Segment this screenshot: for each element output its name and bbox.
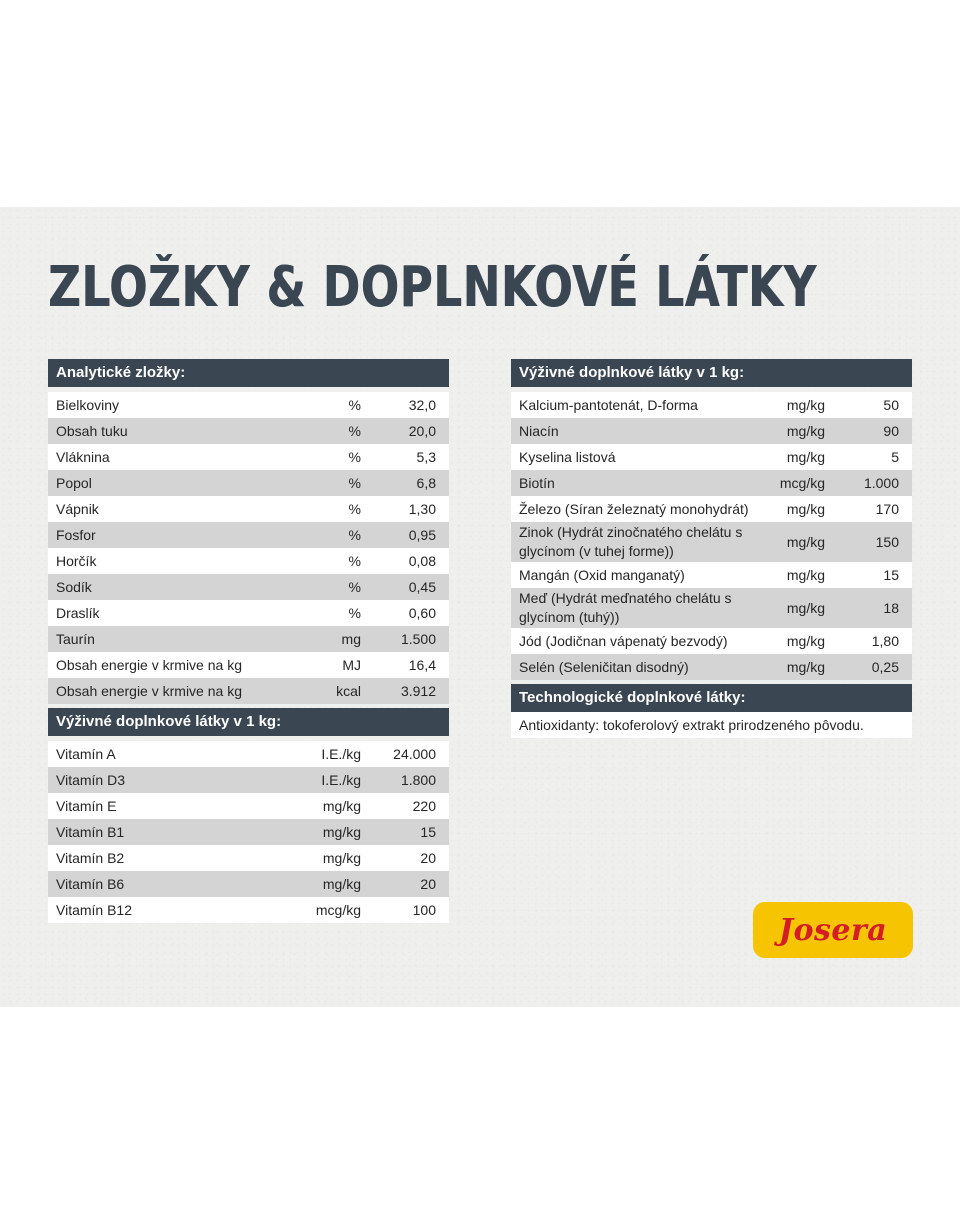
row-value: 15 bbox=[883, 567, 899, 583]
row-unit: mg/kg bbox=[322, 876, 361, 892]
row-unit: mg/kg bbox=[322, 798, 361, 814]
table-row bbox=[48, 600, 449, 626]
table-row bbox=[511, 496, 912, 522]
table-row bbox=[48, 741, 449, 767]
row-value: 1.800 bbox=[400, 772, 436, 788]
row-unit: kcal bbox=[336, 683, 361, 699]
row-value: 1,80 bbox=[871, 633, 899, 649]
row-value: 0,45 bbox=[408, 579, 436, 595]
table-row bbox=[48, 522, 449, 548]
row-value: 170 bbox=[875, 501, 899, 517]
row-unit: % bbox=[348, 501, 361, 517]
analytic-rows bbox=[48, 392, 449, 704]
ingredients-panel bbox=[0, 207, 960, 1007]
minerals-table bbox=[511, 359, 912, 680]
analytic-header: Analytické zložky: bbox=[48, 359, 449, 387]
table-row bbox=[511, 418, 912, 444]
row-name-line1: Meď (Hydrát meďnatého chelátu s bbox=[519, 590, 732, 606]
row-name: Mangán (Oxid manganatý) bbox=[519, 566, 685, 583]
row-value: 16,4 bbox=[408, 657, 436, 673]
row-name: Železo (Síran železnatý monohydrát) bbox=[519, 500, 749, 517]
row-unit: mg/kg bbox=[322, 824, 361, 840]
row-value: 100 bbox=[412, 902, 436, 918]
row-unit: % bbox=[348, 423, 361, 439]
row-value: 220 bbox=[412, 798, 436, 814]
row-value: 20 bbox=[420, 876, 436, 892]
page-title: ZLOŽKY & DOPLNKOVÉ LÁTKY bbox=[48, 255, 817, 320]
row-unit: % bbox=[348, 475, 361, 491]
row-name bbox=[519, 588, 732, 628]
row-unit: I.E./kg bbox=[321, 772, 361, 788]
row-name: Draslík bbox=[56, 604, 100, 621]
row-name: Biotín bbox=[519, 474, 555, 491]
row-value: 24.000 bbox=[393, 746, 436, 762]
table-row bbox=[48, 470, 449, 496]
row-value: 1.500 bbox=[400, 631, 436, 647]
table-row bbox=[48, 819, 449, 845]
row-value: 0,25 bbox=[871, 659, 899, 675]
row-unit: mg/kg bbox=[786, 397, 825, 413]
row-unit: mcg/kg bbox=[315, 902, 361, 918]
vitamin-rows bbox=[48, 741, 449, 923]
row-name: Vitamín B2 bbox=[56, 849, 125, 866]
row-unit: I.E./kg bbox=[321, 746, 361, 762]
row-name: Vláknina bbox=[56, 448, 110, 465]
logo-text: Josera bbox=[778, 912, 888, 948]
table-row bbox=[511, 588, 912, 628]
table-row bbox=[48, 496, 449, 522]
row-name: Obsah energie v krmive na kg bbox=[56, 682, 242, 699]
table-row bbox=[511, 522, 912, 562]
row-name bbox=[519, 522, 742, 562]
row-name-line1: Zinok (Hydrát zinočnatého chelátu s bbox=[519, 524, 743, 540]
row-value: 90 bbox=[883, 423, 899, 439]
table-row bbox=[48, 444, 449, 470]
row-unit: MJ bbox=[342, 657, 361, 673]
analytic-table bbox=[48, 359, 449, 704]
row-name: Obsah energie v krmive na kg bbox=[56, 656, 242, 673]
row-value: 5,3 bbox=[416, 449, 436, 465]
vitamins-table bbox=[48, 708, 449, 923]
row-name: Selén (Seleničitan disodný) bbox=[519, 658, 689, 675]
table-row bbox=[48, 845, 449, 871]
row-name: Sodík bbox=[56, 578, 92, 595]
table-row bbox=[48, 626, 449, 652]
row-value: 0,95 bbox=[408, 527, 436, 543]
table-row bbox=[511, 470, 912, 496]
table-row bbox=[48, 871, 449, 897]
row-name: Vitamín A bbox=[56, 745, 116, 762]
table-row bbox=[48, 418, 449, 444]
table-row bbox=[511, 562, 912, 588]
row-name: Bielkoviny bbox=[56, 396, 120, 413]
technological-header: Technologické doplnkové látky: bbox=[511, 684, 912, 712]
row-unit: mg/kg bbox=[786, 633, 825, 649]
row-unit: mg/kg bbox=[786, 567, 825, 583]
row-unit: mg/kg bbox=[786, 600, 825, 616]
row-name: Vitamín B6 bbox=[56, 875, 125, 892]
table-row bbox=[48, 897, 449, 923]
table-row bbox=[48, 678, 449, 704]
mineral-rows bbox=[511, 392, 912, 680]
row-unit: % bbox=[348, 397, 361, 413]
row-name-line2: glycínom (tuhý)) bbox=[519, 609, 620, 625]
row-value: 150 bbox=[875, 534, 899, 550]
row-unit: % bbox=[348, 605, 361, 621]
row-value: 50 bbox=[883, 397, 899, 413]
row-unit: mg/kg bbox=[786, 423, 825, 439]
table-row bbox=[511, 628, 912, 654]
row-name: Vitamín D3 bbox=[56, 771, 125, 788]
row-name: Kalcium-pantotenát, D-forma bbox=[519, 396, 698, 413]
row-unit: mg bbox=[341, 631, 361, 647]
technological-text: Antioxidanty: tokoferolový extrakt prirodzeného pôvodu. bbox=[511, 712, 912, 738]
table-row bbox=[48, 392, 449, 418]
row-unit: % bbox=[348, 449, 361, 465]
row-name: Fosfor bbox=[56, 526, 96, 543]
row-value: 15 bbox=[420, 824, 436, 840]
row-unit: % bbox=[348, 553, 361, 569]
row-unit: mg/kg bbox=[786, 449, 825, 465]
row-value: 32,0 bbox=[408, 397, 436, 413]
table-row bbox=[511, 444, 912, 470]
row-name: Obsah tuku bbox=[56, 422, 128, 439]
minerals-header: Výživné doplnkové látky v 1 kg: bbox=[511, 359, 912, 387]
row-name: Vápnik bbox=[56, 500, 99, 517]
row-name: Popol bbox=[56, 474, 92, 491]
row-value: 5 bbox=[891, 449, 899, 465]
row-value: 6,8 bbox=[416, 475, 436, 491]
row-value: 20 bbox=[420, 850, 436, 866]
row-unit: mg/kg bbox=[786, 659, 825, 675]
table-row bbox=[48, 652, 449, 678]
table-row bbox=[511, 654, 912, 680]
row-name-line2: glycínom (v tuhej forme)) bbox=[519, 543, 674, 559]
row-value: 18 bbox=[883, 600, 899, 616]
table-row bbox=[48, 793, 449, 819]
row-value: 20,0 bbox=[408, 423, 436, 439]
row-name: Vitamín B12 bbox=[56, 901, 133, 918]
row-value: 1.000 bbox=[863, 475, 899, 491]
row-unit: % bbox=[348, 527, 361, 543]
row-value: 0,08 bbox=[408, 553, 436, 569]
row-name: Vitamín B1 bbox=[56, 823, 125, 840]
row-name: Vitamín E bbox=[56, 797, 117, 814]
row-value: 1,30 bbox=[408, 501, 436, 517]
row-unit: mg/kg bbox=[786, 501, 825, 517]
row-name: Kyselina listová bbox=[519, 448, 616, 465]
josera-logo bbox=[753, 902, 913, 958]
vitamins-header: Výživné doplnkové látky v 1 kg: bbox=[48, 708, 449, 736]
row-unit: mcg/kg bbox=[779, 475, 825, 491]
table-row bbox=[511, 392, 912, 418]
technological-table bbox=[511, 684, 912, 738]
table-row bbox=[48, 548, 449, 574]
row-value: 0,60 bbox=[408, 605, 436, 621]
row-unit: % bbox=[348, 579, 361, 595]
row-name: Niacín bbox=[519, 422, 559, 439]
table-row bbox=[48, 574, 449, 600]
row-value: 3.912 bbox=[400, 683, 436, 699]
row-name: Taurín bbox=[56, 630, 95, 647]
row-unit: mg/kg bbox=[322, 850, 361, 866]
table-row bbox=[48, 767, 449, 793]
row-name: Jód (Jodičnan vápenatý bezvodý) bbox=[519, 632, 728, 649]
row-unit: mg/kg bbox=[786, 534, 825, 550]
row-name: Horčík bbox=[56, 552, 97, 569]
